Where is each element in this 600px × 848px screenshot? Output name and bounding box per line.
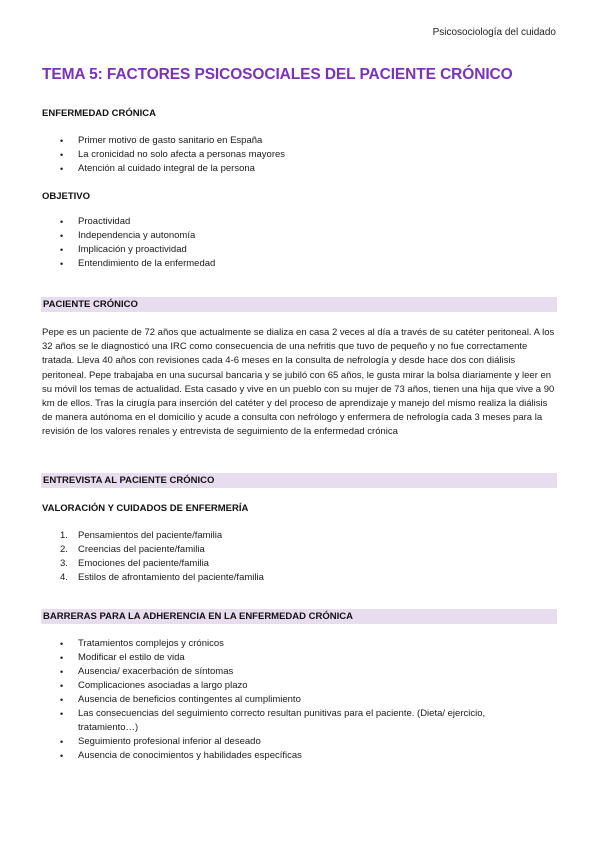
list-item-text: Estilos de afrontamiento del paciente/familia (78, 572, 264, 583)
list-objetivo (42, 215, 542, 271)
section-band-paciente-cronico (41, 297, 557, 312)
heading-objetivo: OBJETIVO (42, 191, 91, 202)
list-number: 2. (60, 544, 68, 555)
list-valoracion (42, 529, 542, 585)
list-item (42, 529, 542, 543)
list-enfermedad-cronica (42, 134, 542, 176)
list-item: • Atención al cuidado integral de la persona (42, 162, 542, 176)
list-item (42, 543, 542, 557)
list-item (42, 571, 542, 585)
list-number: 1. (60, 530, 68, 541)
list-item: • Seguimiento profesional inferior al deseado (42, 735, 522, 749)
list-item: • Ausencia de conocimientos y habilidades específicas (42, 749, 522, 763)
list-item: • Proactividad (42, 215, 542, 229)
running-header: Psicosociología del cuidado (432, 27, 556, 38)
list-item: • Modificar el estilo de vida (42, 651, 522, 665)
list-item: • Ausencia de beneficios contingentes al cumplimiento (42, 693, 522, 707)
list-item-text: Pensamientos del paciente/familia (78, 530, 223, 541)
list-item: • Independencia y autonomía (42, 229, 542, 243)
list-item: • Complicaciones asociadas a largo plazo (42, 679, 522, 693)
paragraph-paciente-cronico: Pepe es un paciente de 72 años que actualmente se dializa en casa 2 veces al día a través de su catéter peritoneal. A los 32 años se le diagnosticó una IRC como consecuencia de una nefritis que tuvo de pequeño y no fue correctamente tratada. Lleva 40 años con revisiones cada 4-6 meses en la consulta de nefrología y desde hace dos con diálisis peritoneal. Pepe trabajaba en una sucursal bancaria y se jubiló con 65 años, le gusta mirar la bolsa diariamente y leer en su móvil los temas de actualidad. Esta casado y vive en un pueblo con su mujer de 73 años, tienen una hija que vive a 90 km de ellos. Tras la cirugía para inserción del catéter y del proceso de aprendizaje y manejo del mismo realiza la diálisis de manera autónoma en el domicilio y acude a consulta con nefrólogo y enfermera de nefrología cada 3 meses para la revisión de los valores renales y entrevista de seguimiento de la enfermedad crónica (42, 327, 555, 438)
page-title: TEMA 5: FACTORES PSICOSOCIALES DEL PACIENTE CRÓNICO (42, 66, 513, 83)
list-item: • Las consecuencias del seguimiento correcto resultan punitivas para el paciente. (Dieta/ ejercicio, tratamiento…) (42, 707, 522, 735)
list-number: 3. (60, 558, 68, 569)
list-item: • Implicación y proactividad (42, 243, 542, 257)
section-band-barreras (41, 609, 557, 624)
list-item-text: Creencias del paciente/familia (78, 544, 205, 555)
section-band-entrevista (41, 473, 557, 488)
list-number: 4. (60, 572, 68, 583)
list-barreras (42, 637, 522, 763)
heading-entrevista: ENTREVISTA AL PACIENTE CRÓNICO (43, 475, 215, 486)
list-item: • Ausencia/ exacerbación de síntomas (42, 665, 522, 679)
subheading-valoracion: VALORACIÓN Y CUIDADOS DE ENFERMERÍA (42, 503, 249, 514)
list-item: • Entendimiento de la enfermedad (42, 257, 542, 271)
list-item: • Primer motivo de gasto sanitario en España (42, 134, 542, 148)
list-item: • Tratamientos complejos y crónicos (42, 637, 522, 651)
heading-barreras: BARRERAS PARA LA ADHERENCIA EN LA ENFERMEDAD CRÓNICA (43, 611, 353, 622)
list-item-text: Emociones del paciente/familia (78, 558, 209, 569)
heading-enfermedad-cronica: ENFERMEDAD CRÓNICA (42, 108, 156, 119)
list-item: • La cronicidad no solo afecta a personas mayores (42, 148, 542, 162)
heading-paciente-cronico: PACIENTE CRÓNICO (43, 299, 138, 310)
list-item (42, 557, 542, 571)
